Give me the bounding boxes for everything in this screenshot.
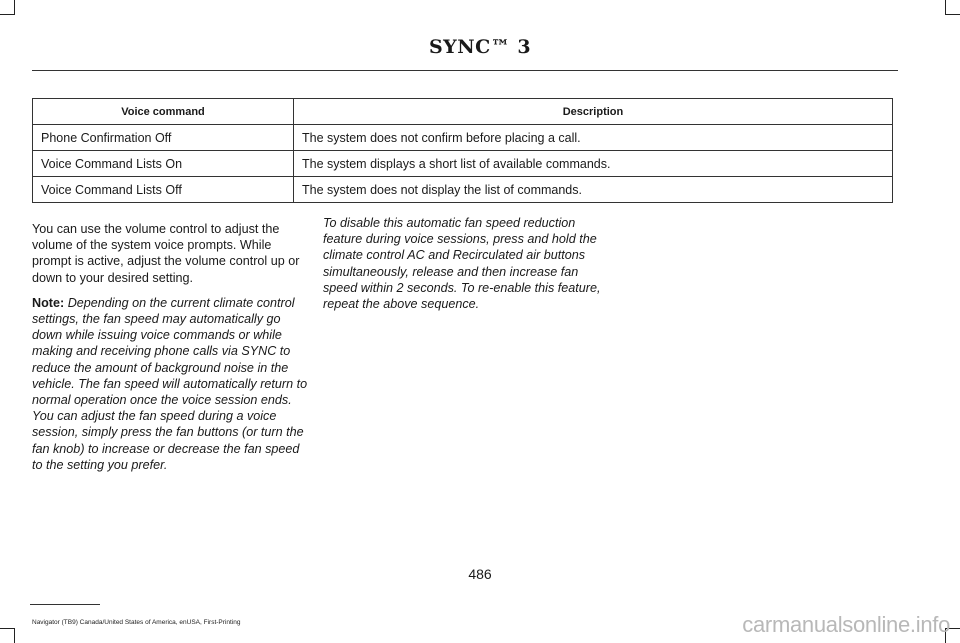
- note-paragraph: [32, 295, 310, 473]
- header-divider: [32, 70, 898, 71]
- crop-mark-bottom-left: [0, 628, 15, 643]
- description-cell: The system does not confirm before placing a call.: [294, 125, 893, 151]
- description-cell: The system does not display the list of commands.: [294, 177, 893, 203]
- note-text: Depending on the current climate control settings, the fan speed may automatically go down while issuing voice commands or while making and receiving phone calls via SYNC to reduce the amount of background noise in the vehicle. The fan speed will automatically return to normal operation once the voice session ends. You can adjust the fan speed during a voice session, simply press the fan buttons (or turn the fan knob) to increase or decrease the fan speed to the setting you prefer.: [32, 295, 308, 472]
- table-row: [33, 125, 893, 151]
- voice-command-cell: Voice Command Lists Off: [33, 177, 294, 203]
- table-header-row: [33, 99, 893, 125]
- column-header-description: Description: [294, 99, 893, 125]
- volume-paragraph: You can use the volume control to adjust the volume of the system voice prompts. While prompt is active, adjust the volume control up or down to your desired setting.: [32, 222, 300, 285]
- voice-command-cell: Voice Command Lists On: [33, 151, 294, 177]
- voice-command-table: [32, 98, 893, 203]
- description-cell: The system displays a short list of available commands.: [294, 151, 893, 177]
- middle-text-column: [323, 215, 603, 321]
- page-title: SYNC™ 3: [428, 36, 532, 58]
- fan-speed-paragraph: To disable this automatic fan speed reduction feature during voice sessions, press and hold the climate control AC and Recirculated air buttons simultaneously, release and then increase fan speed within 2 seconds. To re-enable this feature, repeat the above sequence.: [323, 216, 601, 312]
- crop-mark-top-left: [0, 0, 15, 15]
- table-row: [33, 151, 893, 177]
- crop-mark-top-right: [945, 0, 960, 15]
- note-label: Note:: [32, 295, 65, 310]
- left-text-column: [32, 221, 310, 482]
- footer-divider: [30, 604, 100, 605]
- edition-info: Navigator (TB9) Canada/United States of America, enUSA, First-Printing: [32, 619, 241, 626]
- column-header-voice-command: Voice command: [33, 99, 294, 125]
- voice-command-cell: Phone Confirmation Off: [33, 125, 294, 151]
- page-number: 486: [468, 566, 492, 582]
- watermark: carmanualsonline.info: [742, 612, 950, 637]
- table-row: [33, 177, 893, 203]
